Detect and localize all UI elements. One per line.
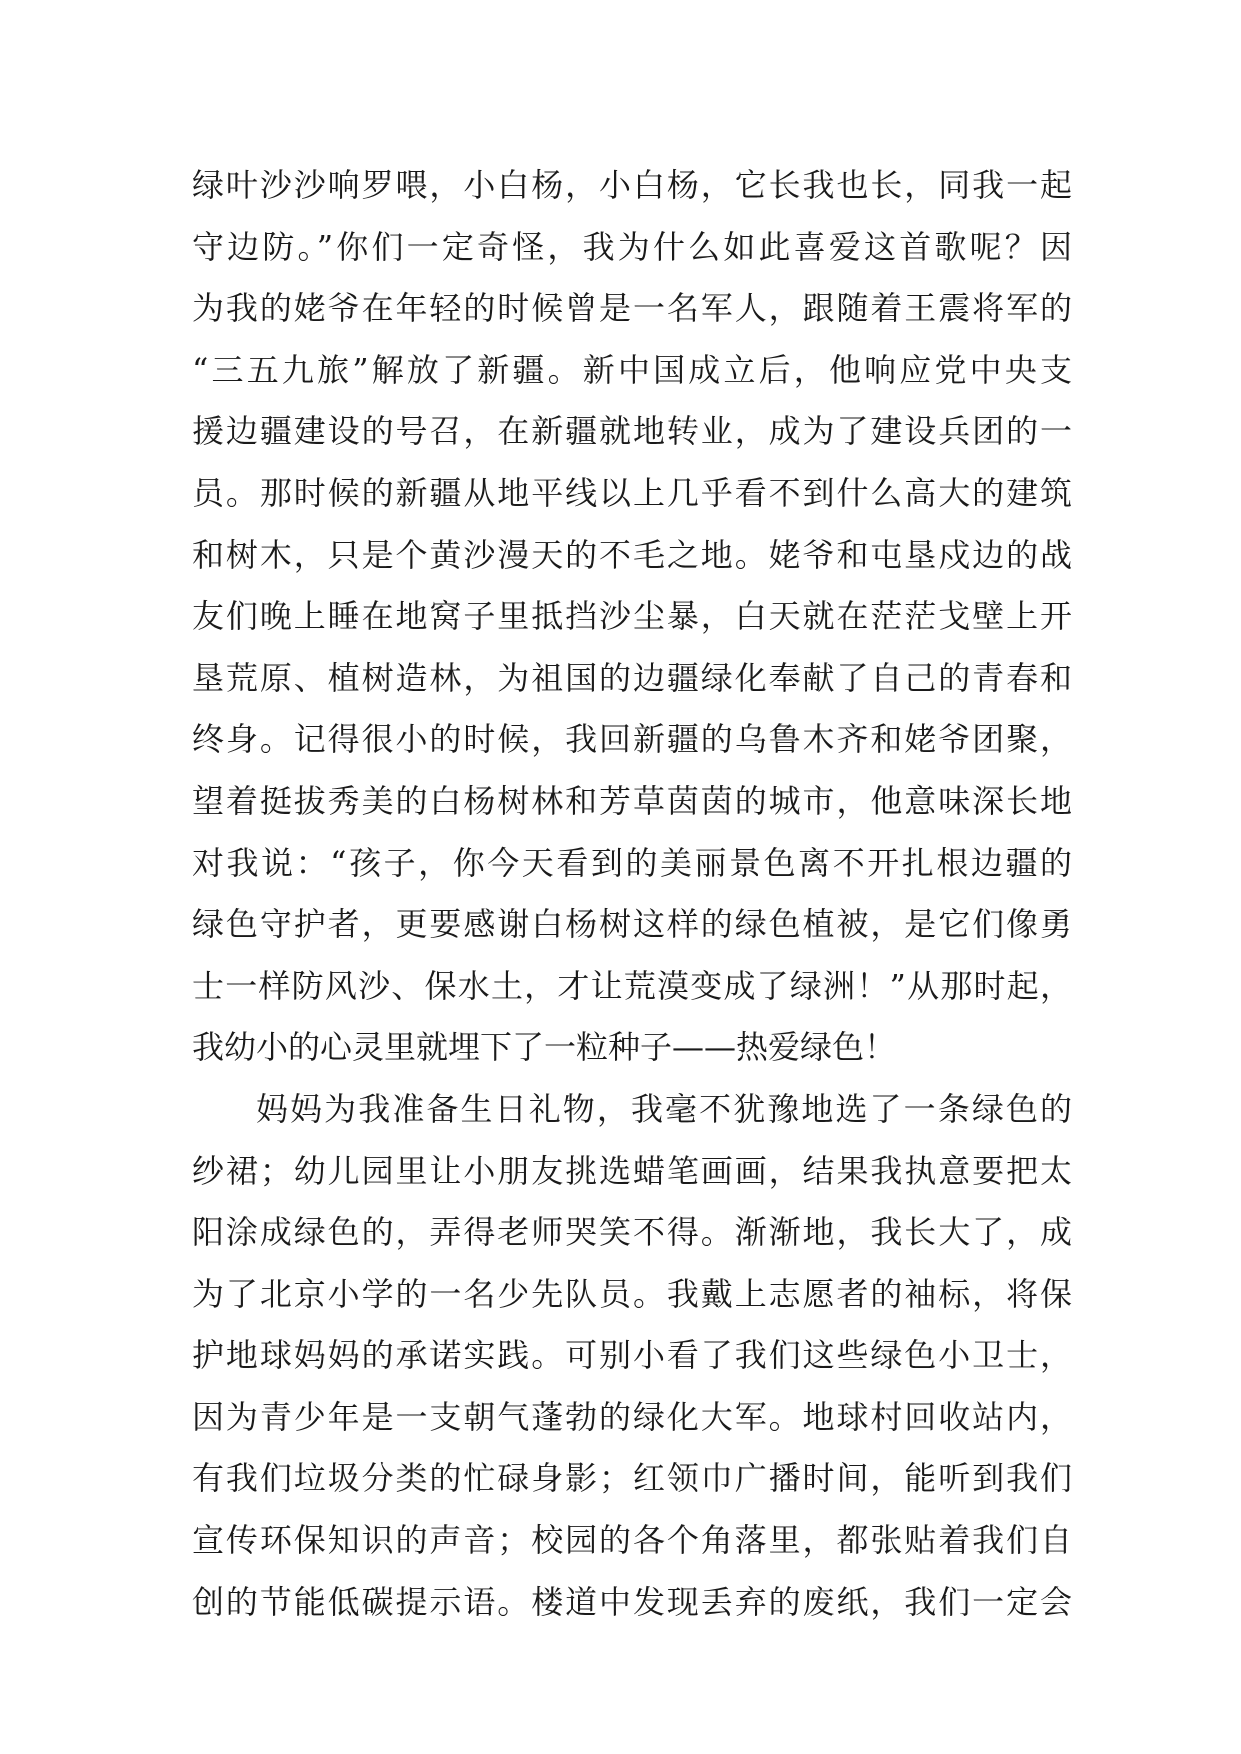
text-line: 护地球妈妈的承诺实践。可别小看了我们这些绿色小卫士， <box>192 1336 1072 1375</box>
text-line: 士一样防风沙、保水土，才让荒漠变成了绿洲！”从那时起， <box>192 966 1072 1005</box>
text-line: 和树木，只是个黄沙漫天的不毛之地。姥爷和屯垦戍边的战 <box>192 535 1072 574</box>
text-line: 垦荒原、植树造林，为祖国的边疆绿化奉献了自己的青春和 <box>192 658 1072 697</box>
text-line: 绿色守护者，更要感谢白杨树这样的绿色植被，是它们像勇 <box>192 905 1072 944</box>
text-line: 纱裙；幼儿园里让小朋友挑选蜡笔画画，结果我执意要把太 <box>192 1151 1072 1190</box>
essay-body <box>192 155 1072 1633</box>
paragraph-start-line: 妈妈为我准备生日礼物，我毫不犹豫地选了一条绿色的 <box>256 1089 1072 1128</box>
text-line: 员。那时候的新疆从地平线以上几乎看不到什么高大的建筑 <box>192 473 1072 512</box>
text-line: 友们晚上睡在地窝子里抵挡沙尘暴，白天就在茫茫戈壁上开 <box>192 597 1072 636</box>
text-line: 守边防。”你们一定奇怪，我为什么如此喜爱这首歌呢？因 <box>192 227 1072 266</box>
text-line: 终身。记得很小的时候，我回新疆的乌鲁木齐和姥爷团聚， <box>192 720 1072 759</box>
text-line: 为我的姥爷在年轻的时候曾是一名军人，跟随着王震将军的 <box>192 289 1072 328</box>
paragraph-end-line: 我幼小的心灵里就埋下了一粒种子——热爱绿色！ <box>192 1028 897 1067</box>
text-line: 绿叶沙沙响罗喂，小白杨，小白杨，它长我也长，同我一起 <box>192 166 1072 204</box>
text-line: 对我说：“孩子，你今天看到的美丽景色离不开扎根边疆的 <box>192 843 1072 882</box>
text-line: 创的节能低碳提示语。楼道中发现丢弃的废纸，我们一定会 <box>192 1582 1072 1621</box>
text-line: 为了北京小学的一名少先队员。我戴上志愿者的袖标，将保 <box>192 1274 1072 1313</box>
text-line: 望着挺拔秀美的白杨树林和芳草茵茵的城市，他意味深长地 <box>192 781 1072 820</box>
text-line: 宣传环保知识的声音；校园的各个角落里，都张贴着我们自 <box>192 1521 1072 1560</box>
text-line: “三五九旅”解放了新疆。新中国成立后，他响应党中央支 <box>192 350 1072 389</box>
text-line: 有我们垃圾分类的忙碌身影；红领巾广播时间，能听到我们 <box>192 1459 1072 1498</box>
text-line: 阳涂成绿色的，弄得老师哭笑不得。渐渐地，我长大了，成 <box>192 1213 1072 1252</box>
text-line: 因为青少年是一支朝气蓬勃的绿化大军。地球村回收站内， <box>192 1397 1072 1436</box>
text-line: 援边疆建设的号召，在新疆就地转业，成为了建设兵团的一 <box>192 412 1072 451</box>
